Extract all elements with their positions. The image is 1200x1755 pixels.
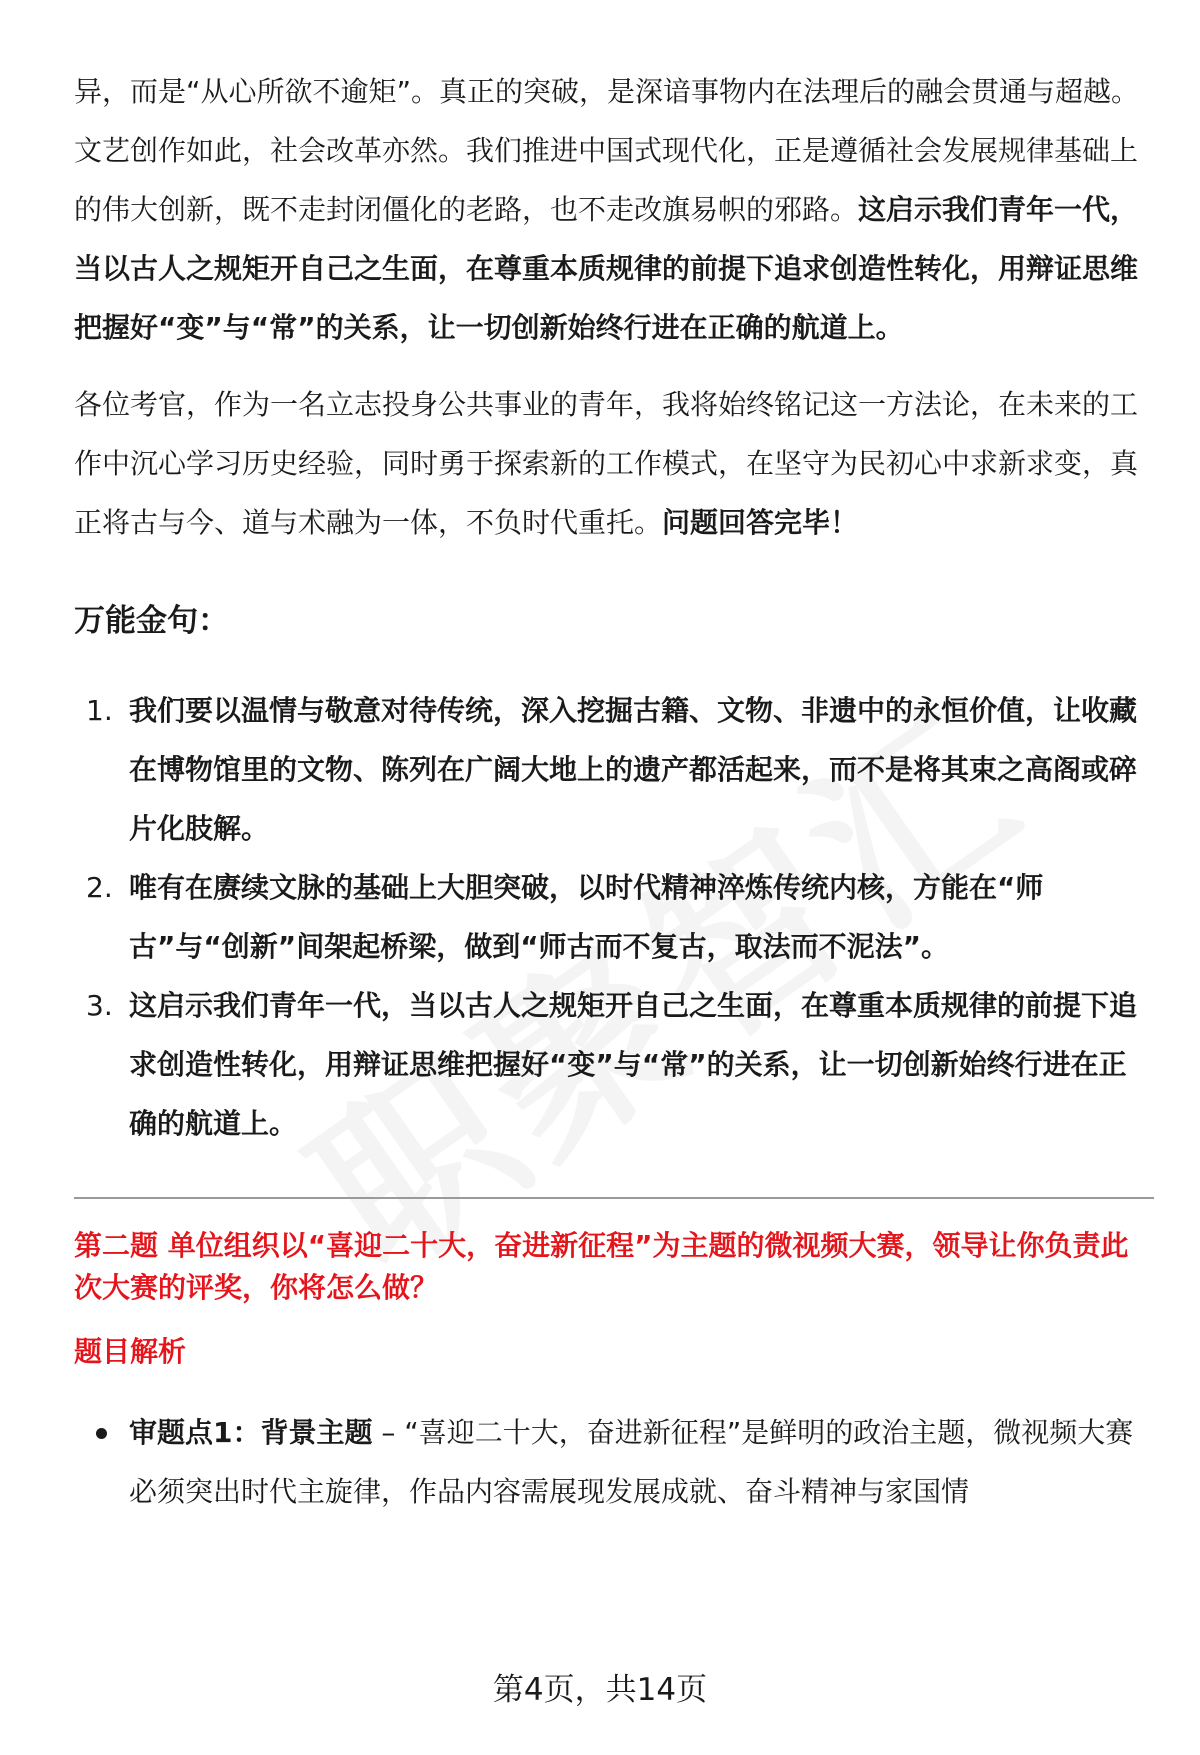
paragraph-1-bold: 这启示我们青年一代，当以古人之规矩开自己之生面，在尊重本质规律的前提下追求创造性转化，用辩证思维把握好“变”与“常”的关系，让一切创新始终行进在正确的航道上。 (74, 193, 1139, 344)
list-item-text: 这启示我们青年一代，当以古人之规矩开自己之生面，在尊重本质规律的前提下追求创造性转化，用辩证思维把握好“变”与“常”的关系，让一切创新始终行进在正确的航道上。 (129, 989, 1138, 1140)
analysis-point-label: 审题点1：背景主题 (129, 1416, 373, 1449)
paragraph-2-bold: 问题回答完毕！ (662, 506, 859, 539)
list-item-text: 唯有在赓续文脉的基础上大胆突破，以时代精神淬炼传统内核，方能在“师古”与“创新”间架起桥梁，做到“师古而不复古，取法而不泥法”。 (129, 871, 1044, 963)
page-number: 第4页，共14页 (492, 1672, 708, 1708)
question-2-title: 第二题 单位组织以“喜迎二十大，奋进新征程”为主题的微视频大赛，领导让你负责此次大赛的评奖，你将怎么做？ (74, 1229, 1129, 1304)
analysis-point-text: – “喜迎二十大，奋进新征程”是鲜明的政治主题，微视频大赛必须突出时代主旋律，作品内容需展现发展成就、奋斗精神与家国情 (129, 1416, 1134, 1508)
paragraph-2 (74, 375, 1154, 552)
list-item (74, 858, 1154, 976)
analysis-points-list (74, 1403, 1154, 1521)
golden-sentences-heading: 万能金句： (74, 603, 229, 639)
golden-sentences-list (74, 681, 1154, 1153)
paragraph-2-text: 各位考官，作为一名立志投身公共事业的青年，我将始终铭记这一方法论，在未来的工作中沉心学习历史经验，同时勇于探索新的工作模式，在坚守为民初心中求新求变，真正将古与今、道与术融为一体，不负时代重托。 (74, 388, 1139, 539)
paragraph-1-text: 异，而是“从心所欲不逾矩”。真正的突破，是深谙事物内在法理后的融会贯通与超越。文艺创作如此，社会改革亦然。我们推进中国式现代化，正是遵循社会发展规律基础上的伟大创新，既不走封闭僵化的老路，也不走改旗易帜的邪路。 (74, 75, 1140, 226)
page-content (74, 62, 1154, 1521)
list-number: 3. (86, 989, 113, 1022)
list-number: 2. (86, 871, 113, 904)
list-item (74, 976, 1154, 1153)
list-number: 1. (86, 694, 113, 727)
section-divider (74, 1197, 1154, 1199)
paragraph-1 (74, 62, 1154, 357)
list-item (74, 1403, 1154, 1521)
analysis-label: 题目解析 (74, 1335, 187, 1368)
list-item (74, 681, 1154, 858)
bullet-icon (96, 1428, 107, 1439)
list-item-text: 我们要以温情与敬意对待传统，深入挖掘古籍、文物、非遗中的永恒价值，让收藏在博物馆里的文物、陈列在广阔大地上的遗产都活起来，而不是将其束之高阁或碎片化肢解。 (129, 694, 1138, 845)
